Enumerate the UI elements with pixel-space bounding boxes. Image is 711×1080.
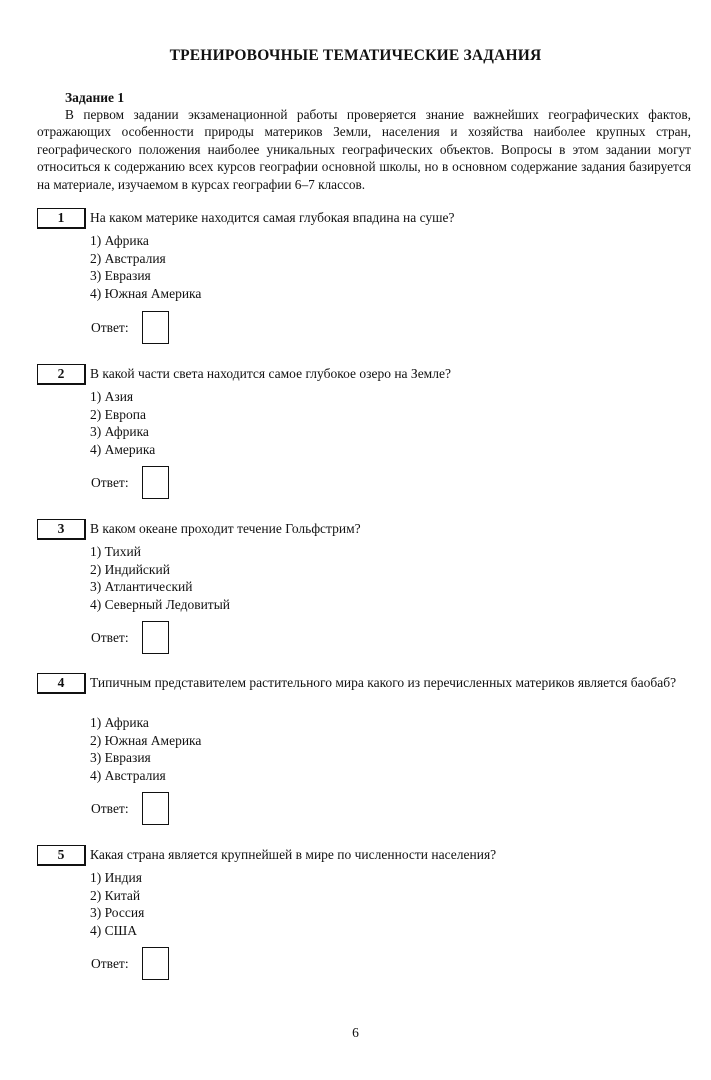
options-list [90, 232, 201, 302]
option-item: 2) Европа [90, 406, 146, 422]
option-item: 4) Америка [90, 441, 156, 457]
options-list [90, 714, 201, 784]
section-title: Задание 1 [65, 90, 125, 105]
task-number-box: 2 [37, 364, 86, 385]
task-number-box: 3 [37, 519, 86, 540]
task-question: В каком океане проходит течение Гольфстрим? [90, 521, 361, 536]
answer-input-box[interactable] [142, 621, 169, 654]
option-item: 3) Евразия [90, 268, 151, 283]
option-item: 1) Африка [90, 233, 149, 248]
answer-label: Ответ: [91, 956, 129, 971]
answer-label: Ответ: [91, 630, 129, 645]
options-list [90, 543, 230, 613]
task-number-box: 4 [37, 673, 86, 694]
option-item: 4) Северный Ледовитый [90, 596, 231, 612]
answer-label: Ответ: [91, 801, 129, 816]
intro-paragraph: В первом задании экзаменационной работы проверяется знание важнейших географических фактов, отражающих особенности природы материков Земли, населения и хозяйства наиболее крупных стран, географического положения наиболее уникальных географических объектов. Вопросы в этом задании могут относиться к содержанию всех курсов географии основной школы, но в основном содержание задания базируется на материале, изучаемом в курсах географии 6–7 классов. [37, 107, 691, 192]
page-number: 6 [352, 1025, 359, 1040]
task-number-box: 1 [37, 208, 86, 229]
task-question: Какая страна является крупнейшей в мире по численности населения? [90, 847, 497, 862]
answer-label: Ответ: [91, 475, 129, 490]
option-item: 3) Атлантический [90, 579, 193, 594]
task-question: На каком материке находится самая глубокая впадина на суше? [90, 210, 455, 225]
option-item: 4) Южная Америка [90, 285, 202, 301]
option-item: 3) Россия [90, 905, 145, 920]
option-item: 2) Южная Америка [90, 732, 202, 748]
answer-input-box[interactable] [142, 311, 169, 344]
answer-label: Ответ: [91, 320, 129, 335]
option-item: 4) США [90, 922, 137, 938]
option-item: 1) Африка [90, 715, 149, 730]
option-item: 3) Африка [90, 424, 149, 439]
answer-input-box[interactable] [142, 792, 169, 825]
answer-input-box[interactable] [142, 466, 169, 499]
task-number-box: 5 [37, 845, 86, 866]
options-list [90, 388, 155, 458]
options-list [90, 869, 144, 939]
task-question: В какой части света находится самое глубокое озеро на Земле? [90, 366, 451, 381]
option-item: 1) Тихий [90, 544, 141, 559]
option-item: 4) Австралия [90, 767, 166, 783]
option-item: 2) Китай [90, 887, 141, 903]
page-title: ТРЕНИРОВОЧНЫЕ ТЕМАТИЧЕСКИЕ ЗАДАНИЯ [169, 47, 542, 64]
option-item: 2) Индийский [90, 561, 170, 577]
task-question: Типичным представителем растительного мира какого из перечисленных материков является баобаб? [90, 675, 677, 690]
option-item: 1) Азия [90, 389, 134, 404]
option-item: 2) Австралия [90, 250, 166, 266]
answer-input-box[interactable] [142, 947, 169, 980]
option-item: 3) Евразия [90, 750, 151, 765]
option-item: 1) Индия [90, 870, 142, 885]
